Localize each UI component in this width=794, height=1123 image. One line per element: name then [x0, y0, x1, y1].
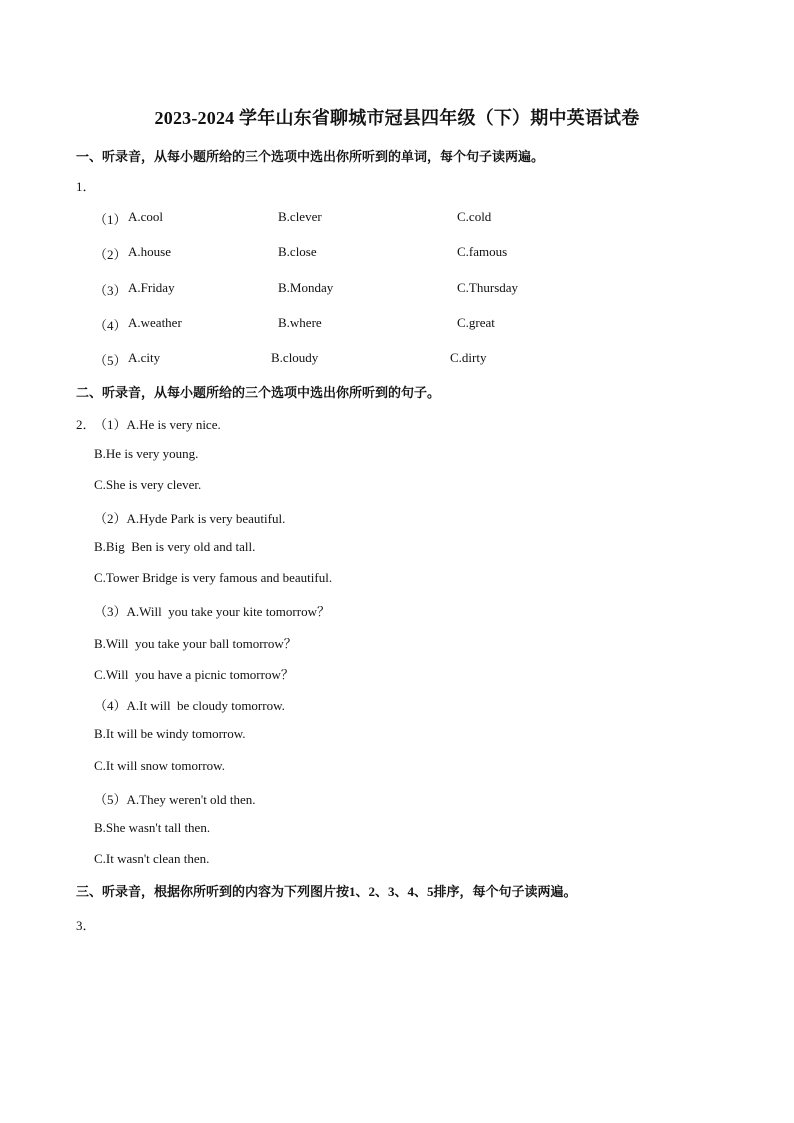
option-a: A.city: [128, 350, 161, 365]
option-number: （4）: [94, 318, 127, 333]
sentence-option: B.Big Ben is very old and tall.: [94, 539, 256, 554]
sentence-option: C.It wasn't clean then.: [94, 851, 210, 866]
question-3-number: 3．: [76, 918, 96, 933]
section-3-heading: 三、听录音，根据你所听到的内容为下列图片按1、2、3、4、5排序，每个句子读两遍。: [76, 884, 577, 899]
sentence-option: C.It will snow tomorrow.: [94, 758, 225, 773]
sentence-option: C.Will you have a picnic tomorrow？: [94, 667, 294, 682]
sentence-option: C.She is very clever.: [94, 477, 202, 492]
page-title: 2023-2024 学年山东省聊城市冠县四年级（下）期中英语试卷: [154, 108, 640, 128]
sentence-option: （1）A.He is very nice.: [94, 417, 221, 432]
option-number: （2）: [94, 247, 127, 262]
sentence-option: （5）A.They weren't old then.: [94, 792, 256, 807]
option-number: （3）: [94, 283, 127, 298]
option-b: B.close: [278, 244, 317, 259]
option-c: C.Thursday: [457, 280, 519, 295]
sentence-option: B.He is very young.: [94, 446, 199, 461]
option-number: （5）: [94, 353, 127, 368]
option-c: C.great: [457, 315, 495, 330]
sentence-option: （4）A.It will be cloudy tomorrow.: [94, 698, 285, 713]
sentence-option: B.She wasn't tall then.: [94, 820, 211, 835]
option-b: B.Monday: [278, 280, 334, 295]
question-2-number: 2．: [76, 417, 96, 432]
option-c: C.cold: [457, 209, 492, 224]
option-c: C.dirty: [450, 350, 487, 365]
option-c: C.famous: [457, 244, 508, 259]
section-2-heading: 二、听录音，从每小题所给的三个选项中选出你所听到的句子。: [76, 385, 441, 400]
sentence-option: （3）A.Will you take your kite tomorrow？: [94, 604, 330, 619]
option-a: A.house: [128, 244, 171, 259]
sentence-option: B.Will you take your ball tomorrow？: [94, 636, 297, 651]
option-number: （1）: [94, 212, 127, 227]
question-1-number: 1．: [76, 179, 96, 194]
option-b: B.clever: [278, 209, 322, 224]
option-b: B.where: [278, 315, 322, 330]
section-1-heading: 一、听录音，从每小题所给的三个选项中选出你所听到的单词，每个句子读两遍。: [76, 149, 545, 164]
option-b: B.cloudy: [271, 350, 319, 365]
option-a: A.cool: [128, 209, 164, 224]
sentence-option: C.Tower Bridge is very famous and beautiful.: [94, 570, 333, 585]
option-a: A.weather: [128, 315, 182, 330]
sentence-option: （2）A.Hyde Park is very beautiful.: [94, 511, 286, 526]
option-a: A.Friday: [128, 280, 175, 295]
sentence-option: B.It will be windy tomorrow.: [94, 726, 246, 741]
